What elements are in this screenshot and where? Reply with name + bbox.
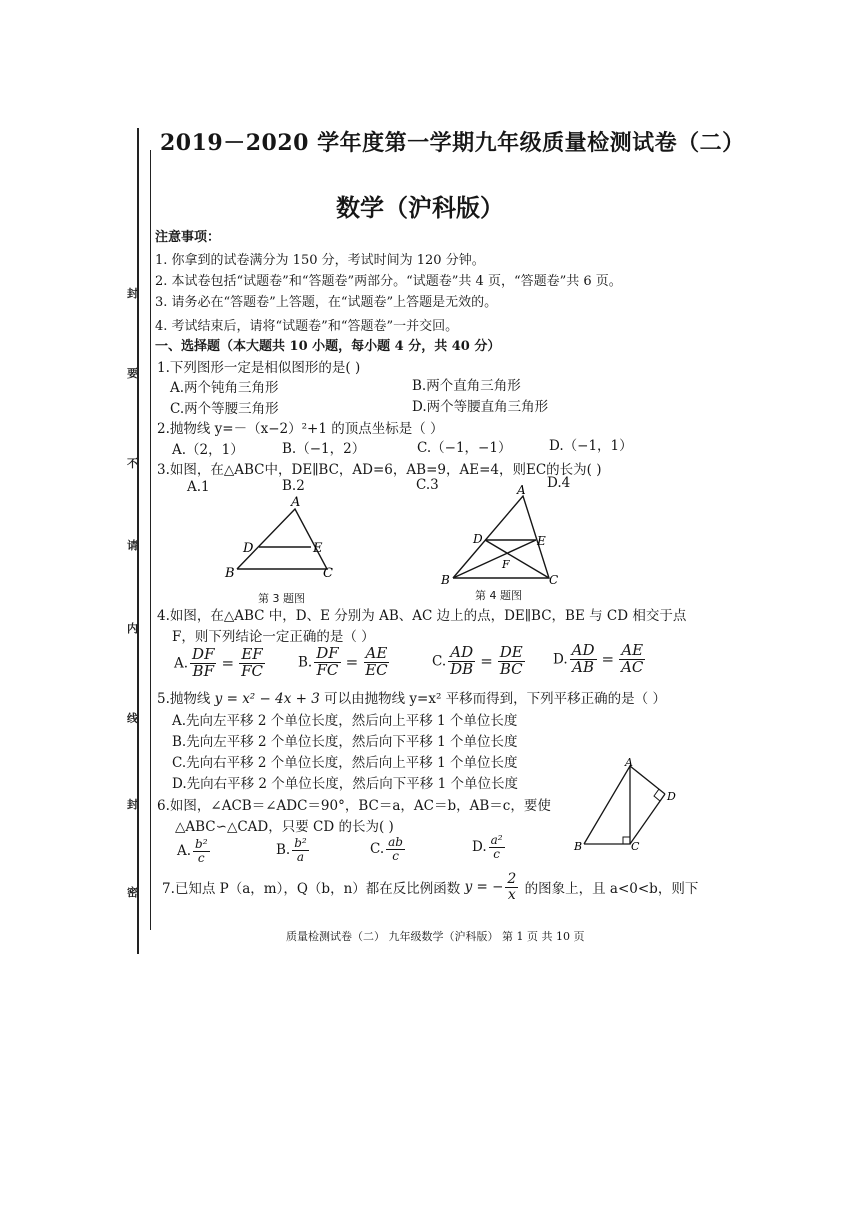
- question-7-y-eq: y = −: [464, 879, 504, 896]
- fraction: [619, 643, 645, 676]
- question-2-stem: 2.抛物线 y=－（x−2）²+1 的顶点坐标是（ ）: [157, 421, 444, 437]
- numerator: 2: [507, 871, 517, 887]
- figure-q4: [435, 484, 565, 588]
- question-4-option-a: [174, 647, 267, 680]
- question-5-option-c: C.先向右平移 2 个单位长度，然后向上平移 1 个单位长度: [172, 755, 518, 771]
- question-1-stem: 1.下列图形一定是相似图形的是( ): [157, 360, 361, 376]
- denominator: BF: [192, 661, 214, 680]
- numerator: DE: [499, 643, 523, 661]
- figure-q6-label-a: A: [625, 758, 633, 769]
- fraction: [292, 837, 309, 863]
- fraction: [314, 646, 340, 679]
- numerator: AE: [621, 641, 644, 659]
- figure-q3-caption: 第 3 题图: [258, 592, 305, 605]
- question-2-option-c: C.（−1，−1）: [417, 440, 512, 456]
- notice-item: 1. 你拿到的试卷满分为 150 分，考试时间为 120 分钟。: [155, 253, 485, 268]
- question-5-option-a: A.先向左平移 2 个单位长度，然后向上平移 1 个单位长度: [172, 713, 518, 729]
- option-letter: B.: [298, 654, 313, 671]
- question-1-option-c: C.两个等腰三角形: [170, 401, 279, 417]
- binding-line-inner: [150, 150, 151, 930]
- question-1-option-d: D.两个等腰直角三角形: [412, 399, 549, 415]
- numerator: AE: [365, 644, 388, 662]
- question-4-option-d: [553, 643, 647, 676]
- fraction: [193, 838, 210, 864]
- fraction: [190, 647, 216, 680]
- seal-char: 不: [127, 457, 138, 470]
- option-letter: D.: [553, 651, 568, 668]
- numerator: AD: [450, 643, 474, 661]
- numerator: DF: [192, 645, 215, 663]
- equals-sign: =: [601, 650, 615, 669]
- denominator: FC: [241, 661, 263, 680]
- question-6-stem-line2: △ABC∽△CAD，只要 CD 的长为( ): [175, 819, 394, 835]
- option-letter: C.: [370, 841, 385, 858]
- denominator: FC: [316, 660, 339, 679]
- seal-char: 要: [127, 367, 138, 380]
- exam-subtitle: 数学（沪科版）: [336, 193, 504, 222]
- figure-q4-caption: 第 4 题图: [475, 589, 522, 602]
- question-4-option-b: [298, 646, 392, 679]
- denominator: c: [392, 848, 399, 863]
- question-3-option-d: D.4: [547, 475, 571, 491]
- option-letter: D.: [472, 839, 487, 856]
- figure-q3-label-a: A: [291, 495, 301, 510]
- question-7-stem-start: 7.已知点 P（a，m），Q（b，n）都在反比例函数: [162, 881, 465, 898]
- denominator: a: [296, 849, 305, 864]
- equals-sign: =: [221, 654, 235, 673]
- question-6-option-a: [177, 838, 212, 864]
- numerator: b²: [294, 836, 307, 850]
- fraction: [498, 645, 525, 678]
- question-4-stem-line2: F，则下列结论一定正确的是（ ）: [172, 629, 375, 645]
- denominator: c: [493, 846, 500, 861]
- equals-sign: =: [345, 653, 359, 672]
- numerator: ab: [388, 835, 403, 849]
- figure-q3: [215, 493, 345, 585]
- question-5-stem: [157, 687, 666, 707]
- seal-char: 密: [127, 886, 138, 899]
- notice-item: 3. 请务必在“答题卷”上答题，在“试题卷”上答题是无效的。: [155, 295, 498, 310]
- question-3-stem: 3.如图，在△ABC中，DE∥BC，AD=6，AB=9，AE=4，则EC的长为( ): [157, 462, 602, 478]
- notice-heading: 注意事项：: [155, 230, 221, 245]
- seal-char: 封: [127, 798, 138, 811]
- question-6-option-d: [472, 834, 507, 860]
- figure-q3-label-b: B: [225, 566, 235, 581]
- denominator: AC: [621, 657, 644, 676]
- question-5-stem-start: 5.抛物线: [157, 691, 215, 707]
- fraction: [505, 872, 518, 902]
- question-5-option-b: B.先向左平移 2 个单位长度，然后向下平移 1 个单位长度: [172, 734, 518, 750]
- question-5-formula: y = x² − 4x + 3: [214, 691, 320, 707]
- denominator: BC: [499, 659, 523, 678]
- figure-q3-label-e: E: [313, 541, 323, 556]
- figure-q4-label-e: E: [537, 534, 546, 548]
- page-footer: 质量检测试卷（二） 九年级数学（沪科版） 第 1 页 共 10 页: [286, 930, 585, 943]
- question-4-stem-line1: 4.如图，在△ABC 中，D、E 分别为 AB、AC 边上的点，DE∥BC，BE 与 CD 相交于点: [157, 608, 687, 624]
- seal-char: 封: [127, 287, 138, 300]
- seal-char: 内: [127, 622, 138, 635]
- question-6-option-c: [370, 836, 407, 862]
- fraction: [489, 834, 505, 860]
- numerator: DF: [316, 644, 339, 662]
- figure-q4-label-c: C: [549, 573, 559, 587]
- question-7-stem-end: 的图象上，且 a<0<b，则下: [520, 881, 699, 898]
- numerator: a²: [490, 833, 503, 847]
- figure-q6-label-d: D: [667, 790, 676, 803]
- figure-q4-label-b: B: [441, 573, 450, 587]
- fraction: [570, 643, 597, 676]
- question-1-option-b: B.两个直角三角形: [412, 378, 521, 394]
- notice-item: 4. 考试结束后，请将“试题卷”和“答题卷”一并交回。: [155, 319, 459, 334]
- seal-char: 请: [127, 539, 138, 552]
- option-letter: B.: [276, 842, 291, 859]
- numerator: EF: [241, 645, 263, 663]
- figure-q6-label-c: C: [631, 840, 640, 853]
- denominator: AB: [572, 657, 594, 676]
- section-heading: 一、选择题（本大题共 10 小题，每小题 4 分，共 40 分）: [155, 339, 501, 354]
- fraction: [239, 647, 265, 680]
- question-2-option-d: D.（−1，1）: [549, 438, 633, 454]
- fraction: [448, 645, 475, 678]
- figure-q6-label-b: B: [574, 840, 583, 853]
- seal-char: 线: [127, 712, 138, 725]
- fraction: [386, 836, 405, 862]
- question-3-option-a: A.1: [187, 479, 210, 495]
- figure-q3-label-c: C: [323, 566, 333, 581]
- option-letter: A.: [177, 843, 192, 860]
- denominator: DB: [450, 659, 474, 678]
- question-5-option-d: D.先向右平移 2 个单位长度，然后向下平移 1 个单位长度: [172, 776, 518, 792]
- question-1-option-a: A.两个钝角三角形: [170, 380, 279, 396]
- question-5-stem-end: 可以由抛物线 y=x² 平移而得到，下列平移正确的是（ ）: [319, 691, 666, 707]
- question-3-option-b: B.2: [282, 478, 305, 494]
- option-letter: C.: [432, 653, 447, 670]
- question-6-stem-line1: 6.如图，∠ACB＝∠ADC＝90°，BC＝a，AC＝b，AB＝c，要使: [157, 798, 551, 814]
- numerator: b²: [195, 837, 208, 851]
- figure-q4-label-a: A: [517, 484, 526, 497]
- figure-q4-label-d: D: [473, 532, 483, 546]
- question-2-option-a: A.（2，1）: [172, 442, 244, 458]
- figure-q4-label-f: F: [502, 558, 510, 571]
- question-6-option-b: [276, 837, 311, 863]
- exam-title: 2019－2020 学年度第一学期九年级质量检测试卷（二）: [160, 130, 745, 156]
- option-letter: A.: [174, 655, 189, 672]
- figure-q3-label-d: D: [243, 541, 254, 556]
- question-4-option-c: [432, 645, 527, 678]
- notice-item: 2. 本试卷包括“试题卷”和“答题卷”两部分。“试题卷”共 4 页，“答题卷”共 6 页。: [155, 274, 622, 289]
- equals-sign: =: [480, 652, 493, 671]
- fraction: [363, 646, 389, 679]
- denominator: EC: [365, 660, 388, 679]
- question-3-option-c: C.3: [416, 477, 439, 493]
- numerator: AD: [571, 641, 595, 659]
- question-7-stem: [162, 872, 698, 902]
- denominator: c: [197, 850, 205, 865]
- question-2-option-b: B.（−1，2）: [282, 441, 366, 457]
- denominator: x: [507, 886, 516, 903]
- figure-q6: [570, 758, 682, 854]
